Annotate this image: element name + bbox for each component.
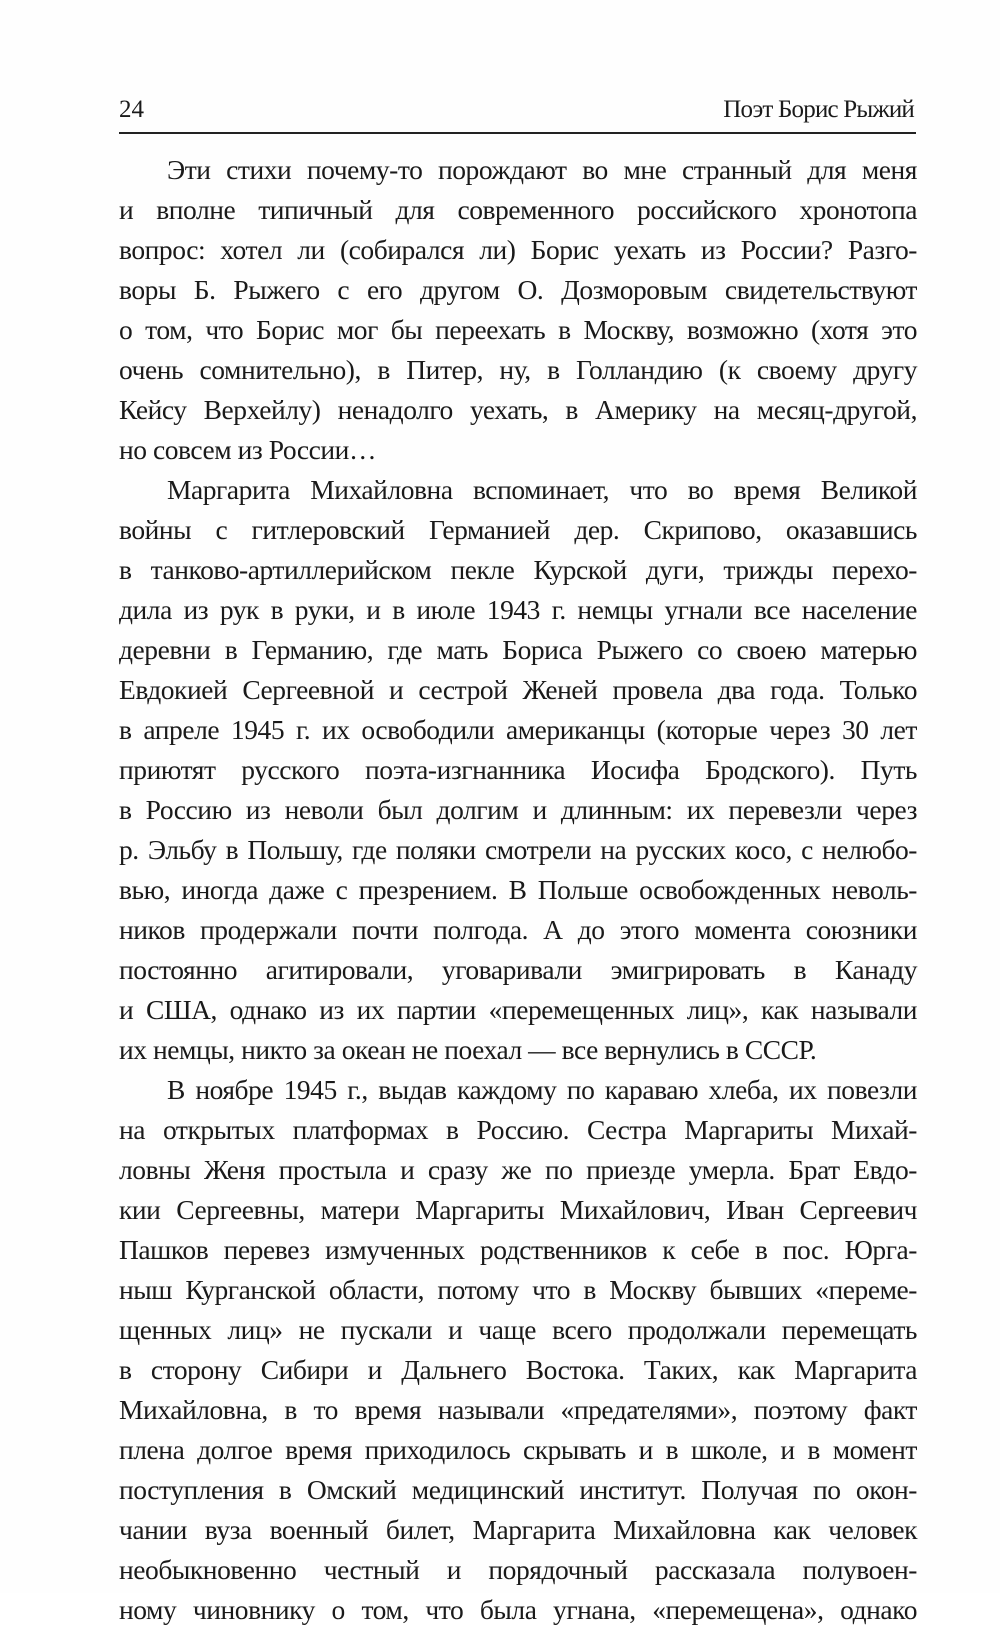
text-line: необыкновенно честный и порядочный рассказала полувоен- xyxy=(119,1554,917,1585)
text-line: Пашков перевез измученных родственников к себе в пос. Юрга- xyxy=(119,1234,917,1265)
page-number: 24 xyxy=(119,96,144,123)
header-rule xyxy=(119,132,916,134)
text-line: приютят русского поэта-изгнанника Иосифа Бродского). Путь xyxy=(119,754,917,785)
text-line: щенных лиц» не пускали и чаще всего продолжали перемещать xyxy=(119,1314,917,1345)
text-line: в апреле 1945 г. их освободили американцы (которые через 30 лет xyxy=(119,714,917,745)
text-line: на открытых платформах в Россию. Сестра Маргариты Михай- xyxy=(119,1114,917,1145)
text-line: постоянно агитировали, уговаривали эмигрировать в Канаду xyxy=(119,954,917,985)
text-line: и вполне типичный для современного российского хронотопа xyxy=(119,194,917,225)
text-line: вопрос: хотел ли (собирался ли) Борис уехать из России? Разго- xyxy=(119,234,917,265)
paragraph xyxy=(119,470,917,1070)
text-line: ловны Женя простыла и сразу же по приезде умерла. Брат Евдо- xyxy=(119,1154,917,1185)
text-line: в Россию из неволи был долгим и длинным: их перевезли через xyxy=(119,794,917,825)
text-line: очень сомнительно), в Питер, ну, в Голландию (к своему другу xyxy=(119,354,917,385)
page-header xyxy=(119,93,914,129)
text-line: их немцы, никто за океан не поехал — все вернулись в СССР. xyxy=(119,1034,817,1065)
text-line: ныш Курганской области, потому что в Москву бывших «переме- xyxy=(119,1274,917,1305)
page-body xyxy=(119,150,917,1630)
text-line: воры Б. Рыжего с его другом О. Дозморовым свидетельствуют xyxy=(119,274,917,305)
text-line: р. Эльбу в Польшу, где поляки смотрели на русских косо, с нелюбо- xyxy=(119,834,917,865)
text-line: Маргарита Михайловна вспоминает, что во время Великой xyxy=(167,474,917,505)
text-line: чании вуза военный билет, Маргарита Михайловна как человек xyxy=(119,1514,917,1545)
text-line: войны с гитлеровский Германией дер. Скрипово, оказавшись xyxy=(119,514,917,545)
paragraph xyxy=(119,1070,917,1630)
text-line: кии Сергеевны, матери Маргариты Михайлович, Иван Сергеевич xyxy=(119,1194,917,1225)
text-line: Евдокией Сергеевной и сестрой Женей провела два года. Только xyxy=(119,674,917,705)
text-line: в сторону Сибири и Дальнего Востока. Таких, как Маргарита xyxy=(119,1354,917,1385)
text-line: дила из рук в руки, и в июле 1943 г. немцы угнали все население xyxy=(119,594,917,625)
text-line: Михайловна, в то время называли «предателями», поэтому факт xyxy=(119,1394,917,1425)
text-line: ному чиновнику о том, что была угнана, «перемещена», однако xyxy=(119,1594,917,1625)
text-line: о том, что Борис мог бы переехать в Москву, возможно (хотя это xyxy=(119,314,917,345)
text-line: Эти стихи почему-то порождают во мне странный для меня xyxy=(167,154,917,185)
running-title: Поэт Борис Рыжий xyxy=(723,96,914,123)
text-line: деревни в Германию, где мать Бориса Рыжего со своею матерью xyxy=(119,634,917,665)
text-line: ников продержали почти полгода. А до этого момента союзники xyxy=(119,914,917,945)
text-line: но совсем из России… xyxy=(119,434,376,465)
text-line: вью, иногда даже с презрением. В Польше освобожденных неволь- xyxy=(119,874,917,905)
text-line: поступления в Омский медицинский институт. Получая по окон- xyxy=(119,1474,917,1505)
paragraph xyxy=(119,150,917,470)
text-line: В ноябре 1945 г., выдав каждому по караваю хлеба, их повезли xyxy=(167,1074,917,1105)
text-line: в танково-артиллерийском пекле Курской дуги, трижды перехо- xyxy=(119,554,917,585)
text-line: плена долгое время приходилось скрывать и в школе, и в момент xyxy=(119,1434,917,1465)
text-line: и США, однако из их партии «перемещенных лиц», как называли xyxy=(119,994,917,1025)
text-line: Кейсу Верхейлу) ненадолго уехать, в Америку на месяц-другой, xyxy=(119,394,917,425)
